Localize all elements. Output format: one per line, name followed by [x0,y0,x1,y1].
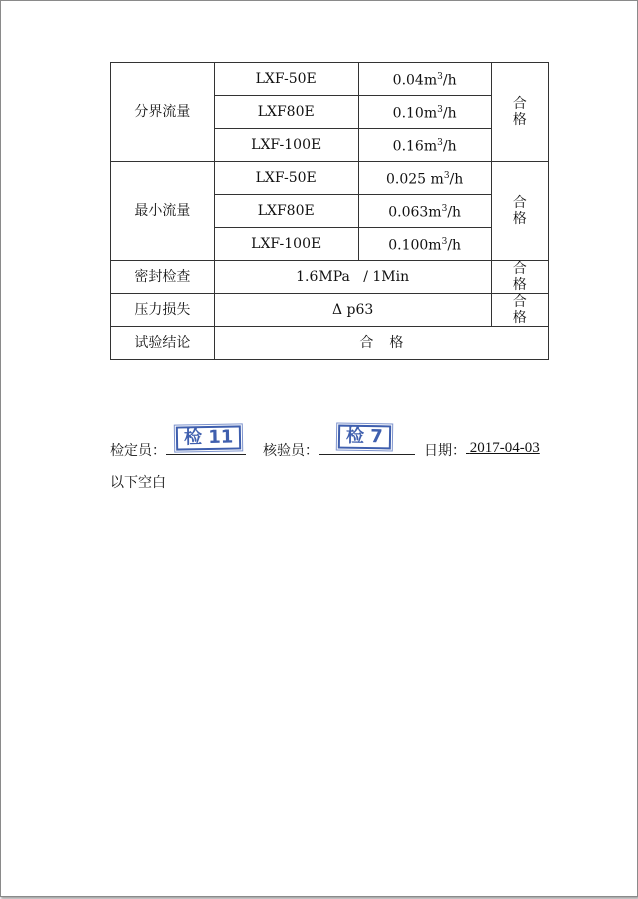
verifier-label: 核验员： [263,443,319,459]
min-flow-value-1: 0.025 $m^3/h$ [358,162,491,195]
boundary-flow-model-2: LXF80E [214,96,358,129]
min-flow-value-3: $0.100m^3/h$ [358,228,491,261]
pressure-loss-value: Δ p63 [214,294,491,327]
boundary-flow-value-3: $0.16m^3/h$ [358,129,491,162]
seal-check-label: 密封检查 [111,261,215,294]
seal-check-value: 1.6MPa / 1Min [214,261,491,294]
table-row [111,294,549,327]
blank-below-note: 以下空白 [110,475,166,491]
min-flow-model-3: LXF-100E [214,228,358,261]
conclusion-value: 合格 [214,327,548,360]
seal-check-result: 合格 [491,261,548,294]
test-result-table [110,62,549,360]
boundary-flow-label: 分界流量 [111,63,215,162]
inspector-label: 检定员： [110,443,166,459]
boundary-flow-model-3: LXF-100E [214,129,358,162]
pressure-loss-label: 压力损失 [111,294,215,327]
date-label: 日期： [424,443,466,459]
verifier-signature-line [319,454,415,455]
boundary-flow-value-2: $0.10m^3/h$ [358,96,491,129]
inspector-stamp: 检 11 [176,425,242,450]
conclusion-label: 试验结论 [111,327,215,360]
boundary-flow-model-1: LXF-50E [214,63,358,96]
inspector-signature-line [166,454,246,455]
signature-row [110,424,570,464]
boundary-flow-result: 合格 [491,63,548,162]
date-value: 2017-04-03 [469,440,540,456]
min-flow-result: 合格 [491,162,548,261]
table-row [111,261,549,294]
table-row [111,63,549,96]
verifier-stamp: 检 7 [338,425,391,450]
boundary-flow-value-1: $0.04m^3/h$ [358,63,491,96]
min-flow-model-1: LXF-50E [214,162,358,195]
table-row [111,327,549,360]
min-flow-model-2: LXF80E [214,195,358,228]
pressure-loss-result: 合格 [491,294,548,327]
min-flow-value-2: $0.063m^3/h$ [358,195,491,228]
table-row [111,162,549,195]
min-flow-label: 最小流量 [111,162,215,261]
